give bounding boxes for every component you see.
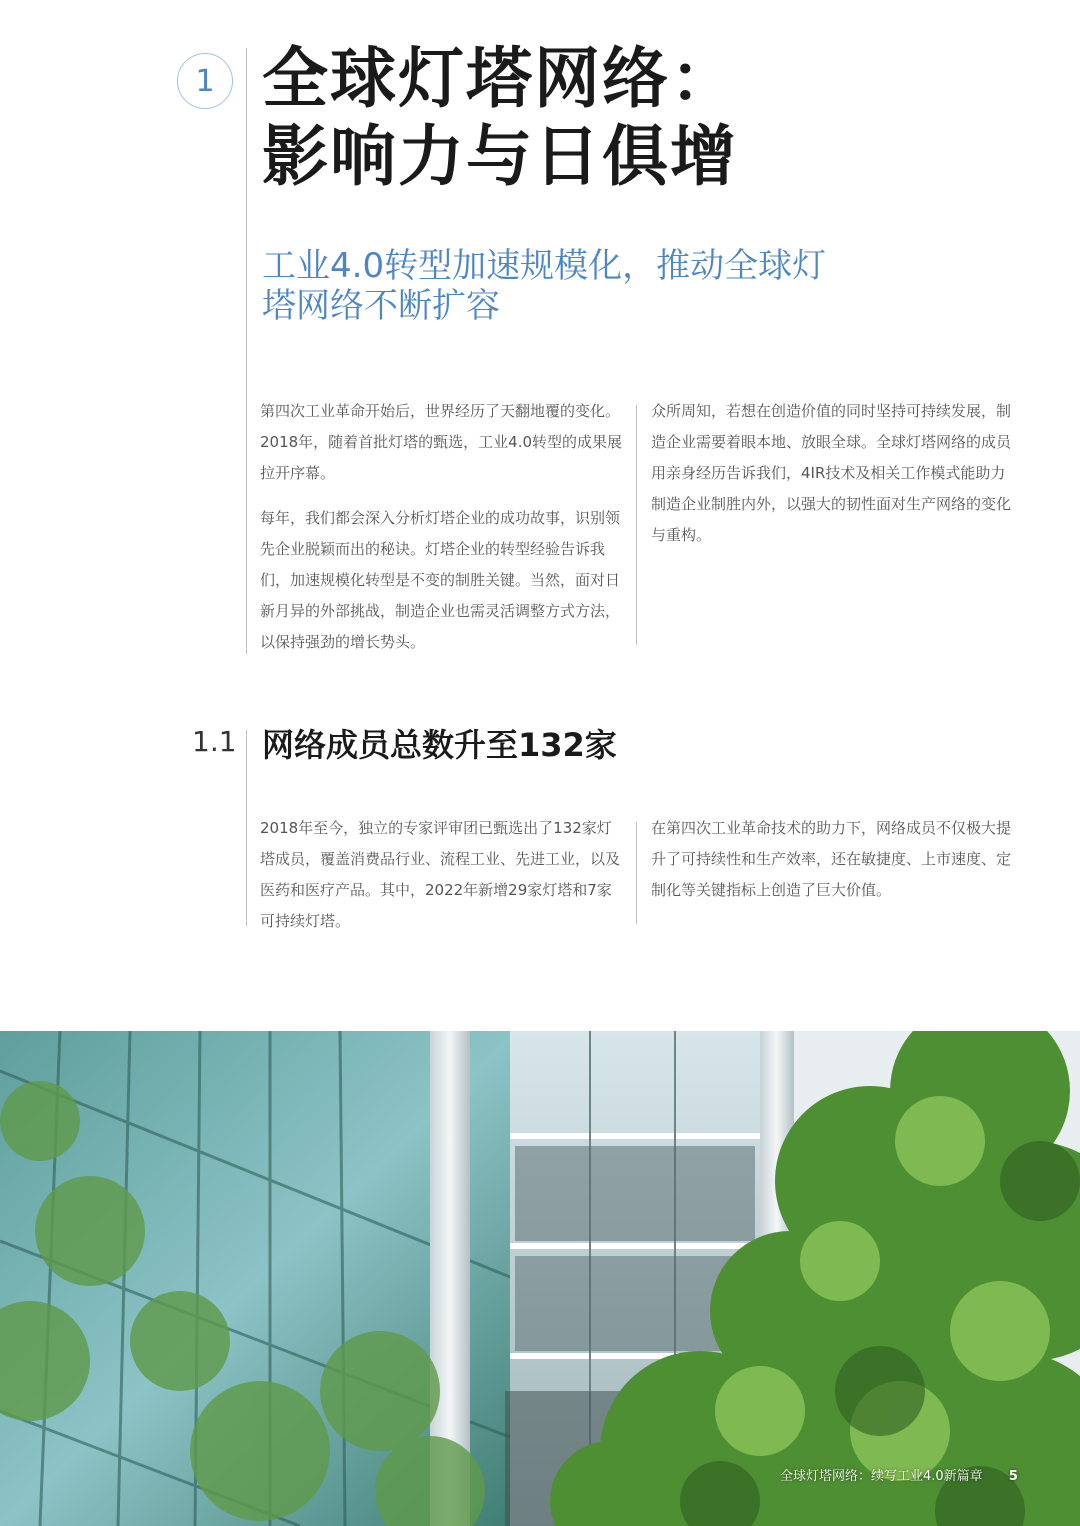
footer-text: 全球灯塔网络：续写工业4.0新篇章 (780, 1469, 983, 1484)
column-divider (636, 405, 637, 645)
chapter-subtitle (262, 246, 882, 326)
chapter-title (262, 40, 738, 196)
intro-paragraph: 众所周知，若想在创造价值的同时坚持可持续发展，制造企业需要着眼本地、放眼全球。全球灯塔网络的成员用亲身经历告诉我们，4IR技术及相关工作模式能助力制造企业制胜内外，以强大的韧性面对生产网络的变化与重构。 (651, 402, 1012, 544)
chapter-title-line: 影响力与日俱增 (262, 118, 738, 195)
divider-vertical (246, 730, 247, 926)
section-paragraph: 在第四次工业革命技术的助力下，网络成员不仅极大提升了可持续性和生产效率，还在敏捷度、上市速度、定制化等关键指标上创造了巨大价值。 (651, 819, 1012, 899)
section-paragraph: 2018年至今，独立的专家评审团已甄选出了132家灯塔成员，覆盖消费品行业、流程工业、先进工业，以及医药和医疗产品。其中，2022年新增29家灯塔和7家可持续灯塔。 (260, 819, 621, 930)
page-footer (780, 1465, 1018, 1484)
chapter-subtitle-line: 塔网络不断扩容 (262, 286, 500, 326)
building-trees-photo (0, 1031, 1080, 1526)
chapter-subtitle-line: 工业4.0转型加速规模化，推动全球灯 (262, 246, 827, 286)
chapter-number: 1 (195, 63, 215, 99)
chapter-number-badge (177, 53, 233, 109)
intro-paragraph: 每年，我们都会深入分析灯塔企业的成功故事，识别领先企业脱颖而出的秘诀。灯塔企业的转型经验告诉我们，加速规模化转型是不变的制胜关键。当然，面对日新月异的外部挑战，制造企业也需灵活调整方式方法，以保持强劲的增长势头。 (260, 509, 621, 651)
section-number: 1.1 (192, 725, 237, 758)
photo-illustration (0, 1031, 1080, 1526)
divider-vertical (246, 48, 247, 654)
page-number: 5 (1008, 1469, 1018, 1484)
section-title: 网络成员总数升至132家 (262, 726, 617, 764)
chapter-title-line: 全球灯塔网络： (262, 40, 738, 117)
intro-paragraph: 第四次工业革命开始后，世界经历了天翻地覆的变化。2018年，随着首批灯塔的甄选，工业4.0转型的成果展拉开序幕。 (260, 402, 623, 482)
column-divider (636, 822, 637, 924)
